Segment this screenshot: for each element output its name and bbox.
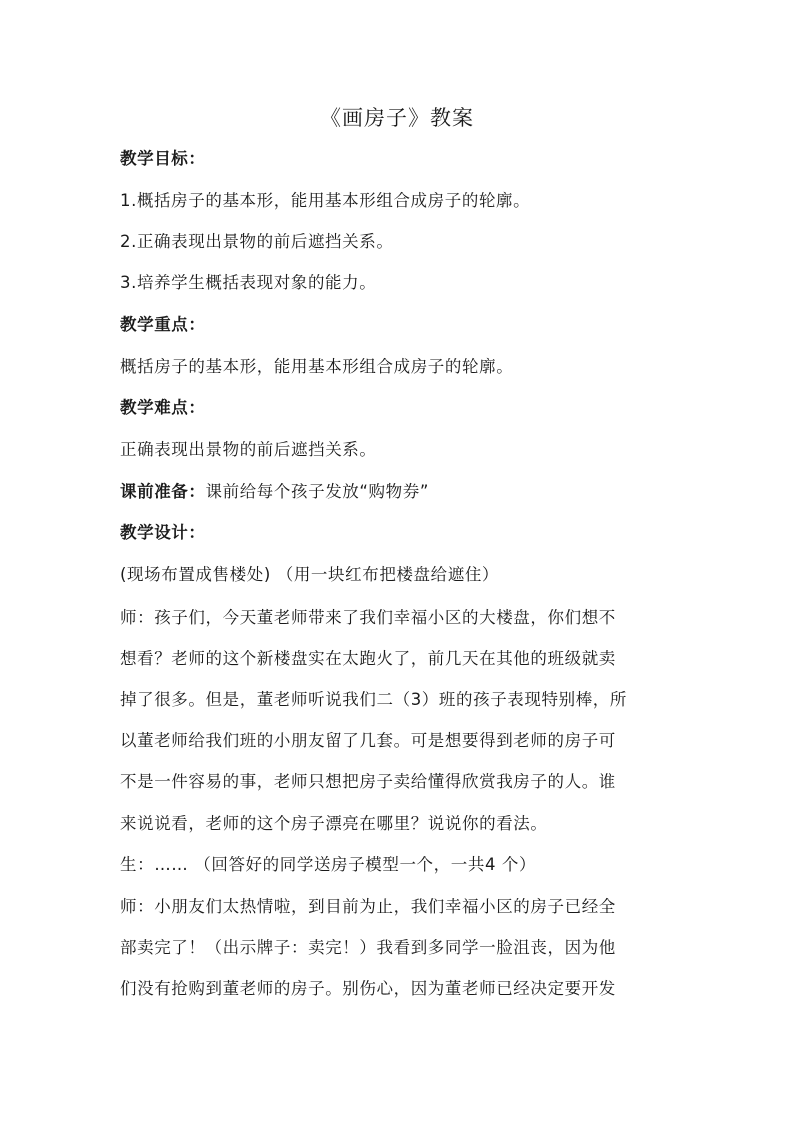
design-line: 师：小朋友们太热情啦，到目前为止，我们幸福小区的房子已经全 [120,897,616,916]
design-heading: 教学设计： [120,523,206,542]
difficulty-heading: 教学难点： [120,398,206,417]
design-line: 们没有抢购到董老师的房子。别伤心，因为董老师已经决定要开发 [120,979,616,998]
design-line: 师：孩子们，今天董老师带来了我们幸福小区的大楼盘，你们想不 [120,608,616,627]
design-line: 以董老师给我们班的小朋友留了几套。可是想要得到老师的房子可 [120,731,616,750]
design-line: 不是一件容易的事，老师只想把房子卖给懂得欣赏我房子的人。谁 [120,772,616,791]
key-points-text: 概括房子的基本形，能用基本形组合成房子的轮廓。 [120,357,514,376]
objectives-heading: 教学目标： [120,149,206,168]
prep-line [120,481,690,503]
design-line: 生：…… （回答好的同学送房子模型一个，一共4 个） [120,855,537,874]
design-line: 来说说看，老师的这个房子漂亮在哪里？说说你的看法。 [120,814,548,833]
prep-text: 课前给每个孩子发放“购物券” [205,482,429,501]
design-line: 想看？老师的这个新楼盘实在太跑火了，前几天在其他的班级就卖 [120,649,616,668]
objective-item-3: 3.培养学生概括表现对象的能力。 [120,273,377,292]
objective-item-2: 2.正确表现出景物的前后遮挡关系。 [120,232,394,251]
prep-label: 课前准备： [120,482,206,501]
difficulty-text: 正确表现出景物的前后遮挡关系。 [120,440,377,459]
design-line: (现场布置成售楼处) （用一块红布把楼盘给遮住） [120,565,500,584]
key-points-heading: 教学重点： [120,315,206,334]
design-line: 掉了很多。但是，董老师听说我们二（3）班的孩子表现特别棒，所 [120,690,627,709]
design-line: 部卖完了！（出示牌子：卖完！）我看到多同学一脸沮丧，因为他 [120,938,616,957]
objective-item-1: 1.概括房子的基本形，能用基本形组合成房子的轮廓。 [120,191,531,210]
document-title: 《画房子》教案 [320,106,474,130]
